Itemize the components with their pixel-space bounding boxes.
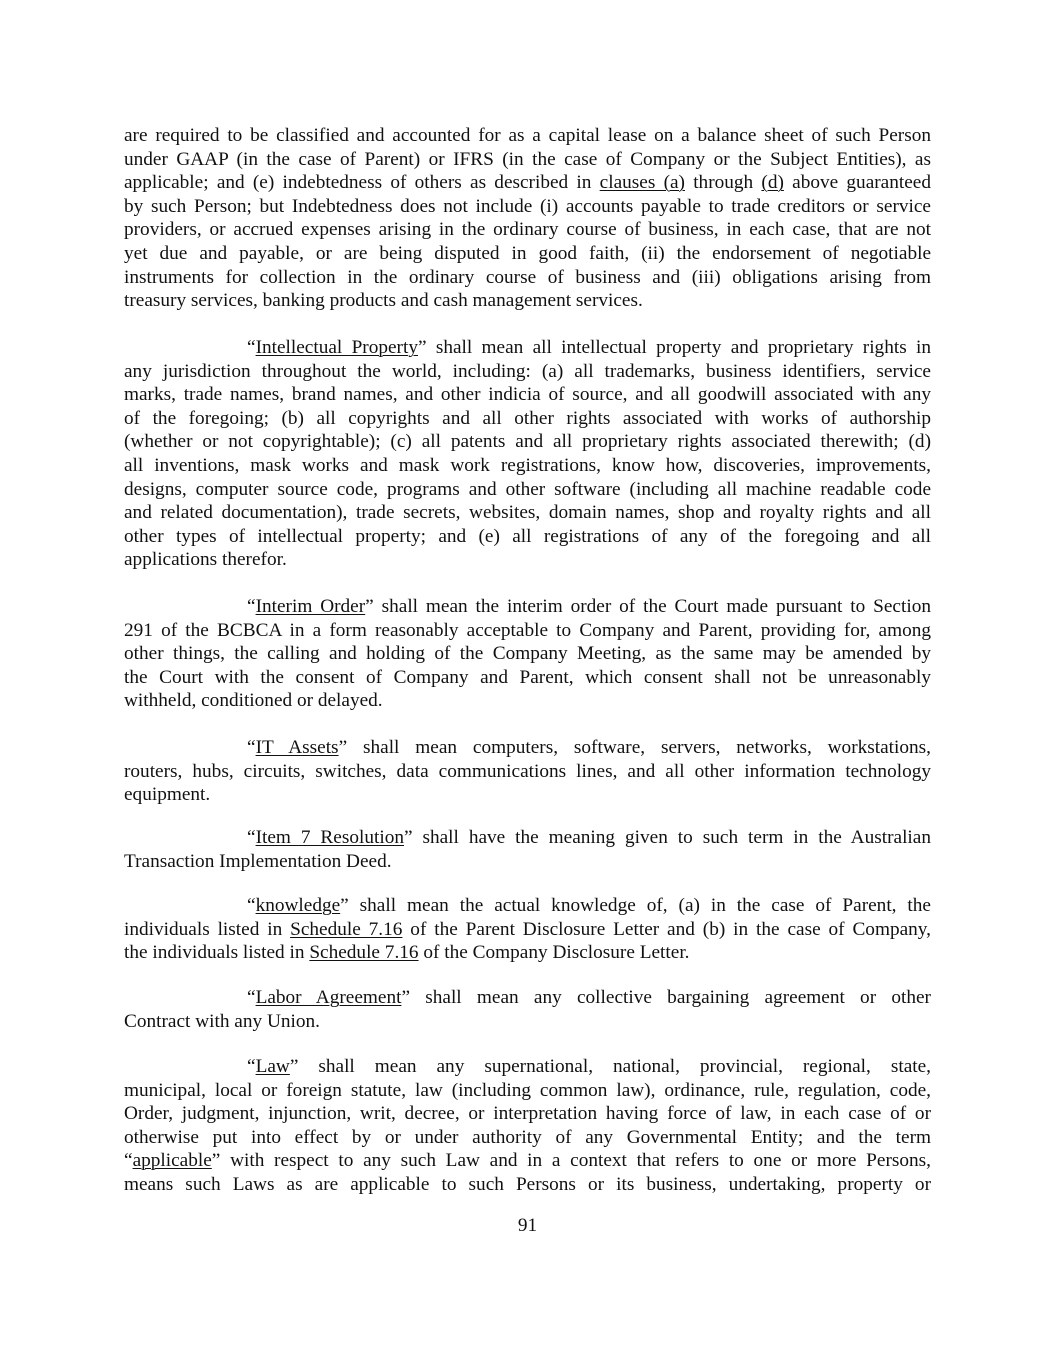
text-line: “Intellectual Property” shall mean all intellectual property and proprietary rights in: [247, 337, 931, 358]
text-line: routers, hubs, circuits, switches, data communications lines, and all other information technology: [124, 760, 931, 782]
text-line: Transaction Implementation Deed.: [124, 850, 392, 872]
text-line: “applicable” with respect to any such Law and in a context that refers to one or more Persons,: [124, 1150, 931, 1172]
text-line: marks, trade names, brand names, and other indicia of source, and all goodwill associated with any: [124, 384, 931, 406]
defined-term: Labor Agreement: [255, 987, 402, 1008]
definition-labor-agreement: [124, 986, 931, 1033]
defined-term-applicable: applicable: [132, 1150, 212, 1172]
text-line: and related documentation), trade secrets, websites, domain names, shop and royalty rights and all: [124, 502, 931, 524]
text-line: other things, the calling and holding of the Company Meeting, as the same may be amended by: [124, 643, 931, 665]
defined-term: Interim Order: [255, 596, 366, 617]
cross-reference-clauses-a: clauses (a): [599, 172, 685, 194]
text-line: all inventions, mask works and mask work registrations, know how, discoveries, improvements,: [124, 454, 931, 476]
cross-reference-schedule-7-16: Schedule 7.16: [290, 918, 403, 940]
defined-term: IT Assets: [255, 737, 339, 758]
defined-term: Law: [255, 1056, 290, 1077]
text-line: the individuals listed in Schedule 7.16 of the Company Disclosure Letter.: [124, 942, 690, 964]
text-line: otherwise put into effect by or under authority of any Governmental Entity; and the term: [124, 1126, 931, 1148]
text-line: “Item 7 Resolution” shall have the meaning given to such term in the Australian: [247, 827, 931, 848]
text-line: “IT Assets” shall mean computers, software, servers, networks, workstations,: [247, 737, 931, 758]
text-line: “Interim Order” shall mean the interim order of the Court made pursuant to Section: [247, 596, 931, 617]
text-line: Order, judgment, injunction, writ, decree, or interpretation having force of law, in each case of or: [124, 1103, 931, 1125]
paragraph-indebtedness-continued: [124, 124, 931, 313]
text-line: municipal, local or foreign statute, law (including common law), ordinance, rule, regulation, code,: [124, 1079, 931, 1101]
text-line: yet due and payable, or are being disputed in good faith, (ii) the endorsement of negotiable: [124, 242, 931, 264]
text-line: are required to be classified and accounted for as a capital lease on a balance sheet of such Person: [124, 125, 931, 146]
text-line: Contract with any Union.: [124, 1010, 320, 1032]
defined-term: Intellectual Property: [255, 337, 418, 358]
defined-term: Item 7 Resolution: [255, 827, 404, 848]
text-line: any jurisdiction throughout the world, including: (a) all trademarks, business identifiers, service: [124, 360, 931, 382]
text-line: applications therefor.: [124, 549, 287, 571]
cross-reference-d: (d): [761, 172, 784, 194]
text-line: “Law” shall mean any supernational, national, provincial, regional, state,: [247, 1056, 931, 1077]
definition-interim-order: [124, 595, 931, 713]
text-line: individuals listed in Schedule 7.16 of the Parent Disclosure Letter and (b) in the case of Company,: [124, 918, 931, 940]
text-line: under GAAP (in the case of Parent) or IFRS (in the case of Company or the Subject Entities), as: [124, 148, 931, 170]
text-line: means such Laws as are applicable to such Persons or its business, undertaking, property or: [124, 1173, 931, 1195]
text-line: applicable; and (e) indebtedness of others as described in clauses (a) through (d) above guaranteed: [124, 172, 931, 194]
text-line: treasury services, banking products and cash management services.: [124, 290, 643, 312]
definition-knowledge: [124, 894, 931, 965]
text-line: “Labor Agreement” shall mean any collective bargaining agreement or other: [247, 987, 931, 1008]
defined-term: knowledge: [255, 895, 341, 916]
definition-it-assets: [124, 736, 931, 807]
text-line: by such Person; but Indebtedness does not include (i) accounts payable to trade creditors or service: [124, 195, 931, 217]
text-line: other types of intellectual property; and (e) all registrations of any of the foregoing and all: [124, 525, 931, 547]
text-line: withheld, conditioned or delayed.: [124, 690, 383, 712]
text-line: 291 of the BCBCA in a form reasonably acceptable to Company and Parent, providing for, among: [124, 619, 931, 641]
text-line: instruments for collection in the ordinary course of business and (iii) obligations arising from: [124, 266, 931, 288]
text-line: providers, or accrued expenses arising in the ordinary course of business, in each case, that are not: [124, 219, 931, 241]
text-line: “knowledge” shall mean the actual knowledge of, (a) in the case of Parent, the: [247, 895, 931, 916]
definition-item-7-resolution: [124, 826, 931, 873]
text-line: of the foregoing; (b) all copyrights and all other rights associated with works of authorship: [124, 407, 931, 429]
text-line: (whether or not copyrightable); (c) all patents and all proprietary rights associated therewith; (d): [124, 431, 931, 453]
definition-law: [124, 1055, 931, 1197]
text-line: designs, computer source code, programs and other software (including all machine readable code: [124, 478, 931, 500]
text-line: the Court with the consent of Company and Parent, which consent shall not be unreasonably: [124, 666, 931, 688]
definition-intellectual-property: [124, 336, 931, 572]
page-number: 91: [517, 1215, 538, 1236]
text-line: equipment.: [124, 784, 211, 806]
cross-reference-schedule-7-16: Schedule 7.16: [309, 942, 419, 964]
